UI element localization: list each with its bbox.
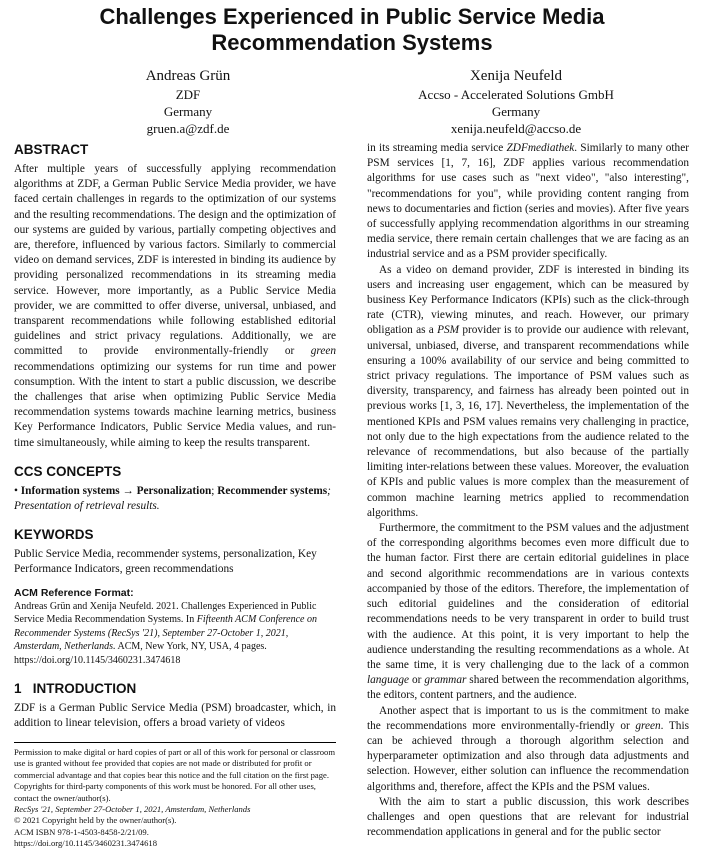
title-line-1: Challenges Experienced in Public Service Media [99,4,605,29]
keywords-text: Public Service Media, recommender systems, personalization, Key Performance Indicators, green recommendations [14,548,317,576]
isbn-line: ACM ISBN 978-1-4503-8458-2/21/09. [14,826,149,837]
introduction-heading: 1 INTRODUCTION [14,680,137,696]
left-column [14,141,336,731]
title-line-2: Recommendation Systems [211,30,493,55]
author-org: Accso - Accelerated Solutions GmbH [418,87,614,102]
body-paragraph-3: Furthermore, the commitment to the PSM values and the adjustment of the corresponding algorithms becomes even more difficult due to the human factor. First there are certain editorial guidelines in place and second algorithmic recommendations are in various contexts accompanied by those of the editors. Therefore, the implementation of such editorial guidelines and the consideration of editorial recommendations needs to be very transparent in order to build trust with the audience. At this point, it is very important to help the audience understanding the resulting recommendations as a whole. At the same time, it is very challenging due to the lack of a common language or grammar shared between the recommendation algorithms, the editors, content partners, and the audience. [367,522,689,702]
author-country: Germany [163,104,213,119]
permission-notice: Permission to make digital or hard copies of part or all of this work for personal or classroom use is granted without fee provided that copies are not made or distributed for profit or commercial advantage and that copies bear this notice and the full citation on the first page. Copyrights for third-party components of this work must be honored. For all other uses, contact the owner/author(s). [14,747,335,803]
author-block-1 [38,66,338,137]
acm-reference-heading: ACM Reference Format: [14,586,134,599]
ccs-concepts: • Information systems → Personalization; Recommender systems; Presentation of retrieval results. [14,484,331,513]
author-name: Andreas Grün [145,68,231,84]
doi-link[interactable]: https://doi.org/10.1145/3460231.3474618 [14,838,157,849]
author-country: Germany [491,104,541,119]
abstract-heading: ABSTRACT [14,142,89,157]
venue-line: RecSys '21, September 27-October 1, 2021, Amsterdam, Netherlands [14,804,251,815]
right-column [367,141,689,840]
copyright-line: © 2021 Copyright held by the owner/author(s). [14,815,177,826]
abstract-text: After multiple years of successfully applying recommendation algorithms at ZDF, a German Public Service Media provider, we have faced certain challenges in regards to the optimization of our systems and the resulting recommendations. The design and the optimization of our systems are guided by various, partially competing objectives and are, therefore, influenced by various factors. Similarly to commercial video on demand services, ZDF is interested in binding its audience by providing personalized recommendations in its streaming media service. However, more importantly, as a Public Service Media provider, we are committed to offer diverse, universal, unbiased, and transparent recommendations while following established editorial guidelines and strict privacy regulations. Additionally, we are committed to provide environmentally-friendly or green recommendations optimizing our systems for run time and power consumption. With the intent to start a public discussion, we describe the challenges that arise when optimizing Public Service Media recommendation systems towards machine learning metrics, business Key Performance Indicators, Public Service Media values, and run-time simultaneously, while aiming to keep the results transparent. [14,163,336,449]
body-paragraph-2: As a video on demand provider, ZDF is interested in binding its users and increasing user engagement, which can be measured by business Key Performance Indicators (KPIs) such as the click-through rate (CTR), viewing minutes, and reach. However, our primary obligation as a PSM provider is to provide our audience with relevant, universal, unbiased, diverse, and transparent recommendations while ensuring a 100% availability of our service and being committed to strict privacy regulations. The importance of PSM values such as diversity, transparency, and fairness has already been pointed out in previous works [1, 3, 16, 17]. Nevertheless, the implementation of the mentioned KPIs and PSM values remains very challenging in practice, not only due to the high expectations from the audience related to the relevance of recommendations, but also because of the partially limiting inter-relations between these values. Moreover, the evaluation of KPIs and public values is more complex than the measurement of common machine learning metrics applied to recommendation algorithms. [367,263,689,519]
author-block-2 [366,66,666,137]
keywords-heading: KEYWORDS [14,527,94,543]
acm-reference-text: Andreas Grün and Xenija Neufeld. 2021. Challenges Experienced in Public Service Media Recommendation Systems. In Fifteenth ACM Conference on Recommender Systems (RecSys '21), September 27-October 1, 2021, Amsterdam, Netherlands. ACM, New York, NY, USA, 4 pages. https://doi.org/10.1145/3460231.3474618 [14,600,317,667]
author-email[interactable]: xenija.neufeld@accso.de [450,121,582,136]
ccs-heading: CCS CONCEPTS [14,463,122,479]
paper-title [0,4,704,56]
copyright-footnote [14,742,336,850]
body-paragraph-5: With the aim to start a public discussion, this work describes challenges and open questions that are relevant for industrial recommendation applications in general and for the public sector [367,795,689,839]
author-name: Xenija Neufeld [469,68,563,84]
body-paragraph-1: in its streaming media service ZDFmediathek. Similarly to many other PSM services [1, 7, 16], ZDF applies various recommendation algorithms for use cases such as "next video", "also interesting", "recommendations for you", while providing content ranging from news to documentaries and fiction (series and movies). After five years of successfully applying recommendation algorithms in our streaming media service, there remain certain challenges that we are facing as an industrial service and as a PSM provider specifically. [367,142,689,261]
body-paragraph-4: Another aspect that is important to us is the commitment to make the recommendations more environmentally-friendly or green. This can be achieved through a thorough algorithm selection and hyperparameter optimization and also through data adjustments and selection. However, either solution can influence the recommendation algorithms and, therefore, affect the KPIs and the PSM values. [367,704,689,793]
introduction-text: ZDF is a German Public Service Media (PSM) broadcaster, which, in addition to linear television, offers a broad variety of videos [14,701,336,729]
author-org: ZDF [175,87,201,102]
author-email[interactable]: gruen.a@zdf.de [146,121,230,136]
